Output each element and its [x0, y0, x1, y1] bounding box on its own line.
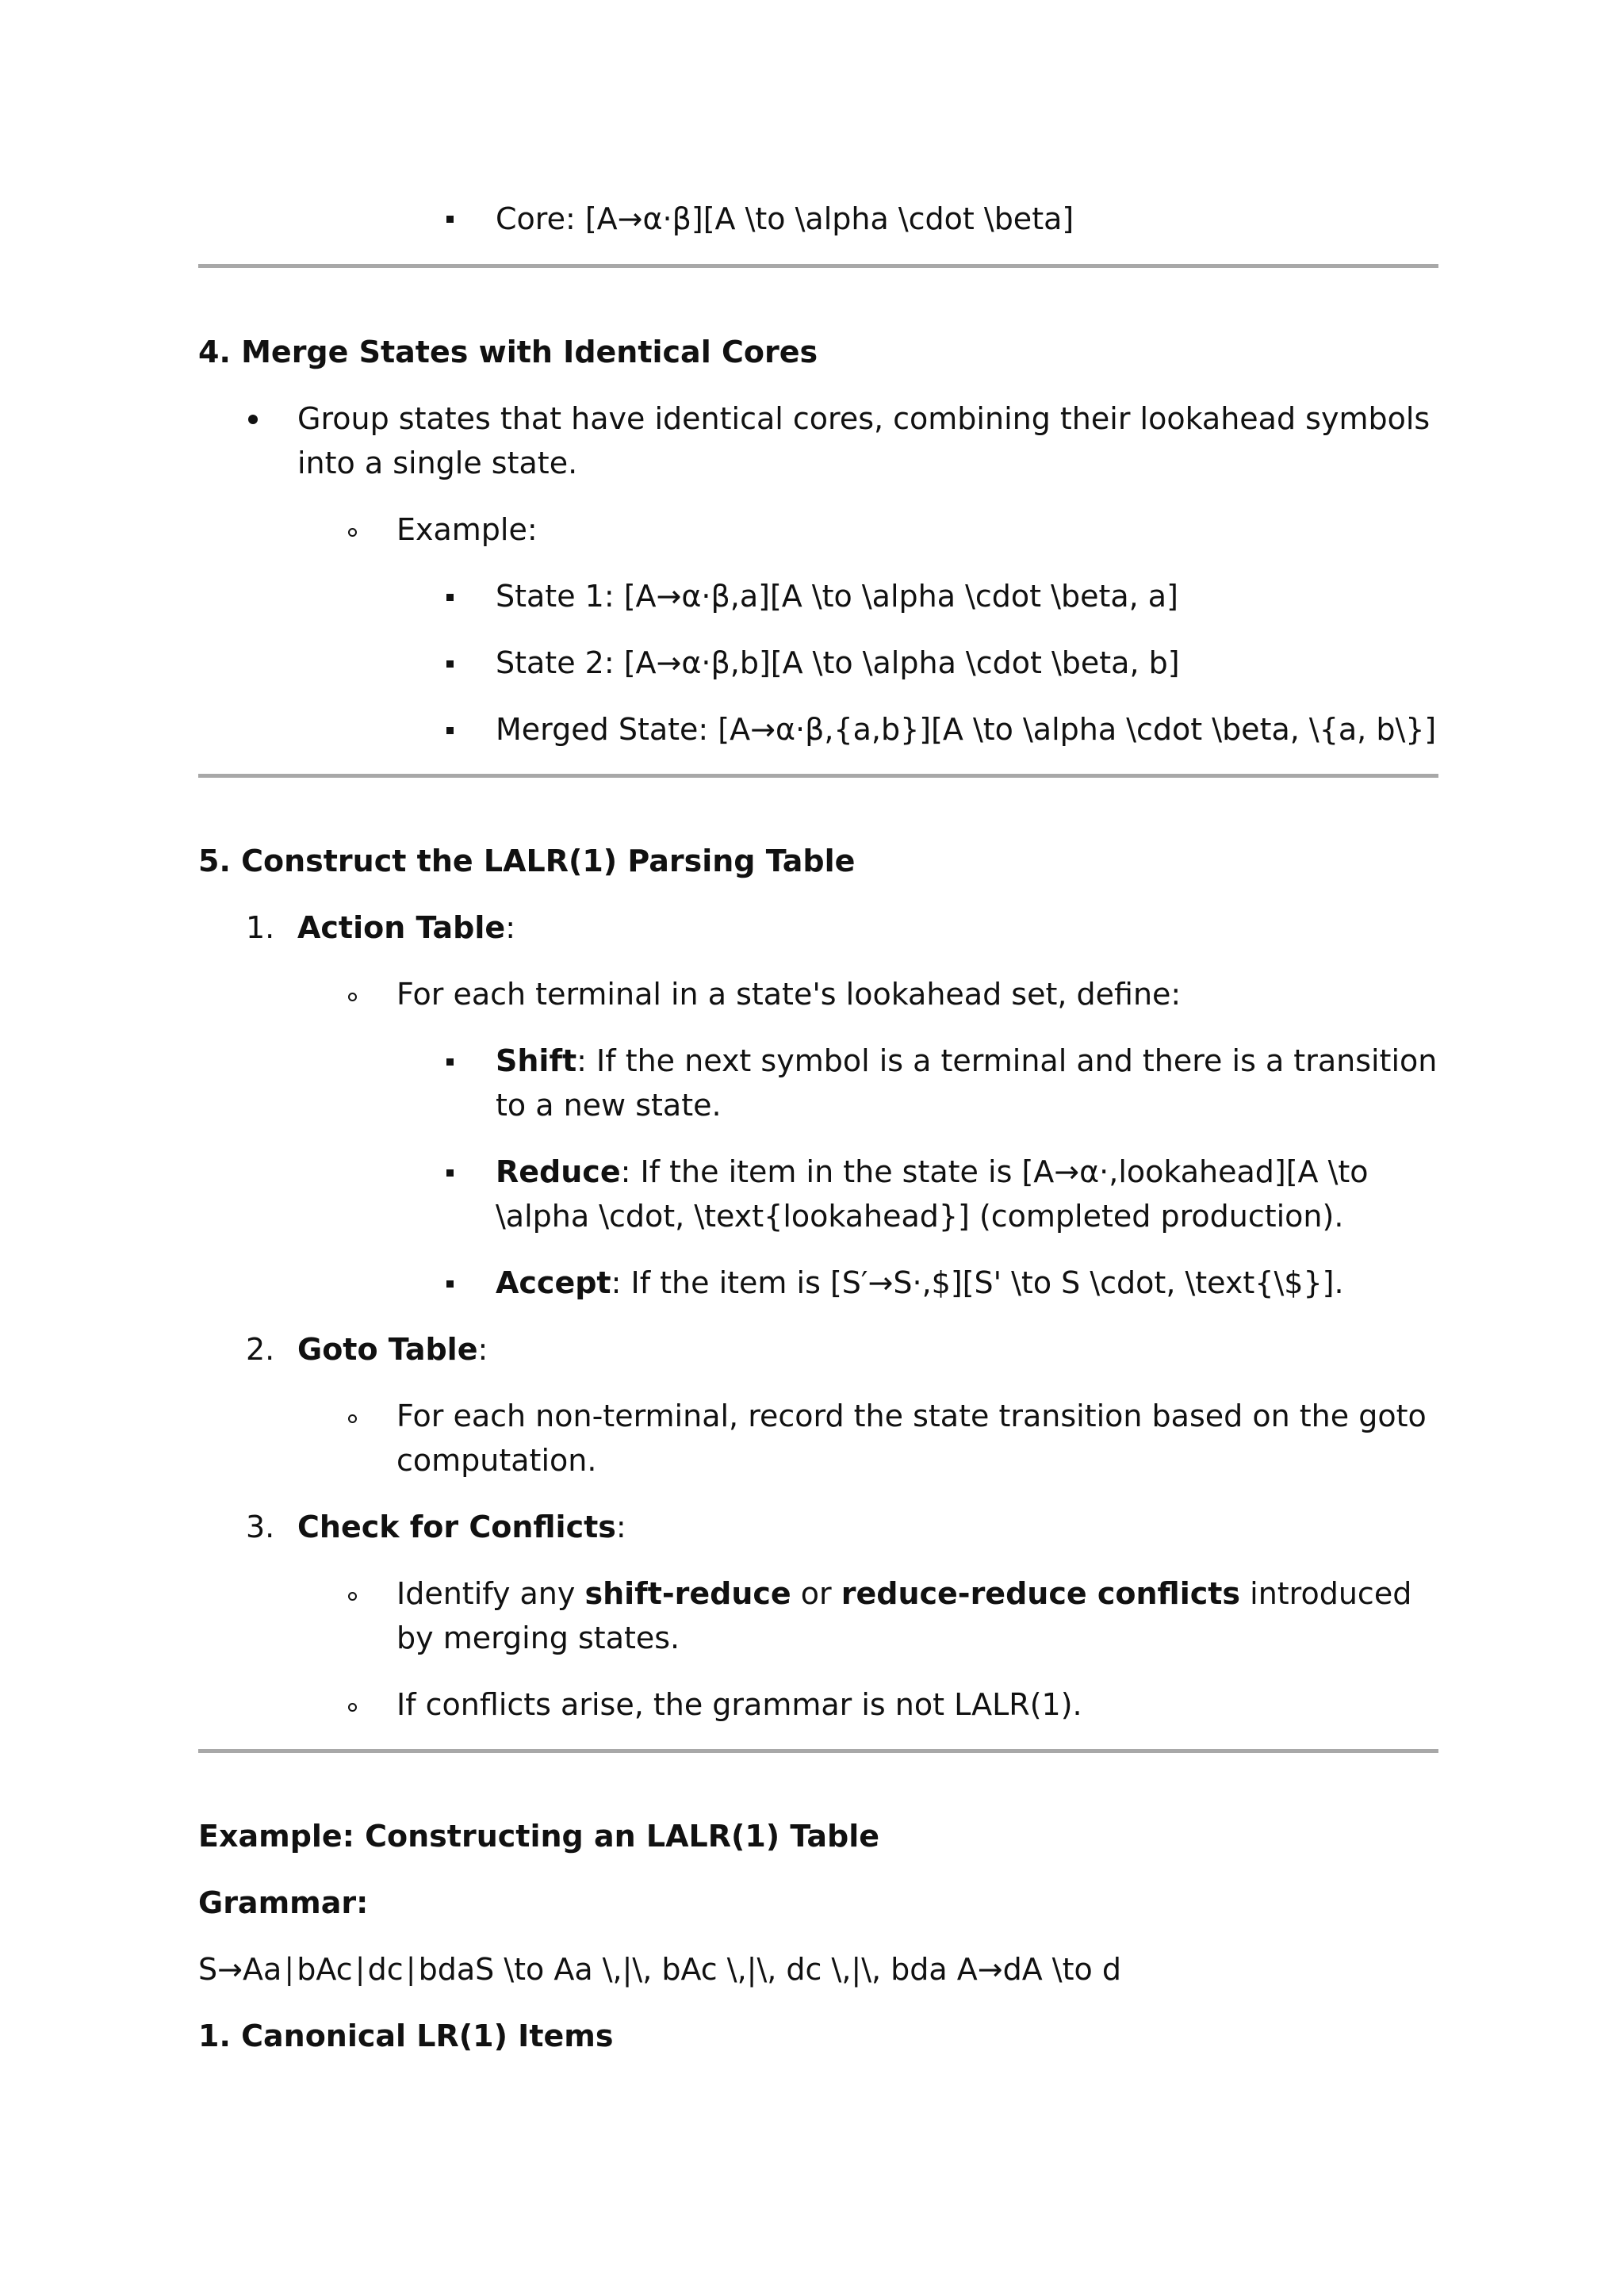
action-table-item: Action Table: — [297, 910, 515, 945]
horizontal-rule — [198, 774, 1438, 778]
goto-table-title: Goto Table — [297, 1332, 478, 1367]
action-table-title: Action Table — [297, 910, 506, 945]
state-1-item: State 1: [A→α·β,a][A \to \alpha \cdot \beta, a] — [496, 579, 1178, 614]
shift-item: Shift: If the next symbol is a terminal and there is a transition to a new state. — [496, 1043, 1438, 1123]
horizontal-rule — [198, 264, 1438, 268]
merged-state-item: Merged State: [A→α·β,{a,b}][A \to \alpha \cdot \beta, \{a, b\}] — [496, 712, 1437, 747]
accept-item: Accept: If the item is [S′→S·,$][S' \to S \cdot, \text{\$}]. — [496, 1265, 1344, 1300]
canonical-items-heading: 1. Canonical LR(1) Items — [198, 2019, 614, 2053]
goto-table-sub: For each non-terminal, record the state transition based on the goto computation. — [396, 1399, 1427, 1478]
example-heading: Example: Constructing an LALR(1) Table — [198, 1819, 880, 1854]
square-bullet-icon — [446, 1169, 454, 1177]
square-bullet-icon — [446, 727, 454, 734]
square-bullet-icon — [446, 660, 454, 668]
circle-bullet-icon — [348, 1592, 357, 1601]
grammar-label: Grammar: — [198, 1885, 369, 1920]
section-5-heading: 5. Construct the LALR(1) Parsing Table — [198, 844, 856, 878]
check-conflicts-title: Check for Conflicts — [297, 1510, 616, 1544]
square-bullet-icon — [446, 594, 454, 601]
circle-bullet-icon — [348, 993, 357, 1001]
list-number: 3. — [246, 1510, 275, 1544]
square-bullet-icon — [446, 1058, 454, 1066]
state-2-item: State 2: [A→α·β,b][A \to \alpha \cdot \beta, b] — [496, 645, 1180, 680]
example-label: Example: — [396, 512, 538, 547]
square-bullet-icon — [446, 1280, 454, 1288]
conflicts-sub-1: Identify any shift-reduce or reduce-reduce conflicts introduced by merging states. — [396, 1576, 1412, 1655]
goto-table-item: Goto Table: — [297, 1332, 488, 1367]
core-item: Core: [A→α·β][A \to \alpha \cdot \beta] — [496, 201, 1074, 236]
action-table-sub: For each terminal in a state's lookahead set, define: — [396, 977, 1182, 1012]
conflicts-sub-2: If conflicts arise, the grammar is not LALR(1). — [396, 1687, 1082, 1722]
list-number: 1. — [246, 910, 275, 945]
square-bullet-icon — [446, 216, 454, 223]
circle-bullet-icon — [348, 528, 357, 537]
circle-bullet-icon — [348, 1703, 357, 1712]
merge-bullet-text: Group states that have identical cores, combining their lookahead symbols into a single state. — [297, 401, 1431, 480]
check-conflicts-item: Check for Conflicts: — [297, 1510, 626, 1544]
accept-title: Accept — [496, 1265, 611, 1300]
section-4-heading: 4. Merge States with Identical Cores — [198, 335, 818, 369]
grammar-line: S→Aa∣bAc∣dc∣bdaS \to Aa \,|\, bAc \,|\, dc \,|\, bda A→dA \to d — [198, 1952, 1121, 1987]
horizontal-rule — [198, 1749, 1438, 1753]
list-number: 2. — [246, 1332, 275, 1367]
circle-bullet-icon — [348, 1414, 357, 1423]
shift-title: Shift — [496, 1043, 577, 1078]
reduce-title: Reduce — [496, 1154, 621, 1189]
disc-bullet-icon — [248, 415, 258, 424]
reduce-item: Reduce: If the item in the state is [A→α·,lookahead][A \to \alpha \cdot, \text{lookahead}] (completed production). — [496, 1154, 1369, 1234]
